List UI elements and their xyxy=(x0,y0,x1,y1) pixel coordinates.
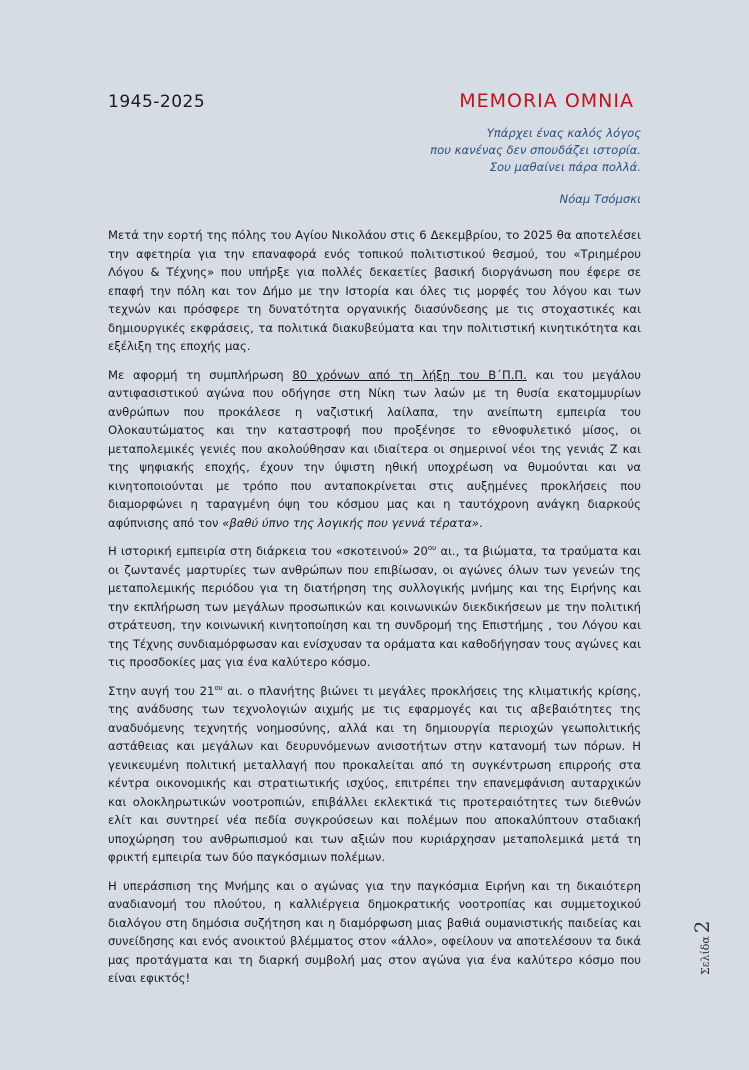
page-number xyxy=(690,920,714,975)
epigraph-line: Σου μαθαίνει πάρα πολλά. xyxy=(489,160,641,174)
paragraph-2-end: . xyxy=(478,515,483,530)
paragraph-4 xyxy=(108,682,641,867)
ordinal-suffix: ου xyxy=(427,544,437,553)
article-body xyxy=(108,226,641,998)
paragraph-1: Μετά την εορτή της πόλης του Αγίου Νικολάου στις 6 Δεκεμβρίου, το 2025 θα αποτελέσει την αφετηρία για την επαναφορά ενός τοπικού πολιτιστικού θεσμού, του «Τριημέρου Λόγου & Τέχνης» που υπήρξε για πολλές δεκαετίες βασική διοργάνωση που έφερε σε επαφή την πόλη και τον Δήμο με την Ιστορία και όλες τις μορφές του λόγου και των τεχνών και πρόσφερε τη δυνατότητα οργανικής διασύνδεσης με τις στοχαστικές και δημιουργικές εκφράσεις, τα πολιτικά διακυβεύματα και την πολιτιστική κινητικότητα και εξέλιξη της εποχής μας. xyxy=(108,228,641,353)
epigraph-author: Νόαμ Τσόμσκι xyxy=(559,192,641,206)
italic-quote: «βαθύ ύπνο της λογικής που γεννά τέρατα» xyxy=(222,515,479,530)
brand-title: MEMORIA OMNIA xyxy=(459,90,634,112)
paragraph-3 xyxy=(108,542,641,672)
paragraph-4-rest: αι. ο πλανήτης βιώνει τι μεγάλες προκλήσεις της κλιματικής κρίσης, της ανάδυσης των τεχνολογιών αιχμής με τις εφαρμογές και τις αβεβαιότητες της αναδυόμενης τεχνητής νοημοσύνης, αλλά και τη δημιουργία περιοχών γεωπολιτικής αστάθειας και μεγάλων και δευρυνόμενων ανισοτήτων στην κατανομή των πόρων. Η γενικευμένη πολιτική μεταλλαγή που προκαλείται από τη συγκέντρωση επιρροής στα κέντρα οικονομικής και στρατιωτικής ισχύος, επιτρέπει την επανεμφάνιση αυταρχικών και ολοκληρωτικών νοοτροπιών, επιβάλλει εκλεκτικά τις προτεραιότητες των διεθνών ελίτ και συντηρεί νέα πεδία συγκρούσεων και πολέμων που αποκαλύπτουν σταδιακή υποχώρηση του ανθρωπισμού και των αξιών που κυριάρχησαν μεταπολεμικά μετά τη φρικτή εμπειρία των δύο παγκόσμιων πολέμων. xyxy=(108,683,642,864)
epigraph-quote xyxy=(430,125,641,176)
page-number-value: 2 xyxy=(690,920,714,934)
paragraph-4-intro: Στην αυγή του 21 xyxy=(108,683,215,698)
epigraph-line: που κανένας δεν σπουδάζει ιστορία. xyxy=(430,143,641,157)
paragraph-2-intro: Με αφορμή τη συμπλήρωση xyxy=(108,367,293,382)
paragraph-3-rest: αι., τα βιώματα, τα τραύματα και οι ζωντανές μαρτυρίες των ανθρώπων που επιβίωσαν, οι αγώνες όλων των γενεών της μεταπολεμικής περιόδου για τη διατήρηση της συλλογικής μνήμης και της Ειρήνης και την εκπλήρωση των μεγάλων προσωπικών και κοινωνικών διεκδικήσεων με την πολιτική στράτευση, την κοινωνική κινητοποίηση και τη συνδρομή της Επιστήμης , του Λόγου και της Τέχνης συνδιαμόρφωσαν και ενίσχυσαν τα οράματα και καθοδήγησαν τους αγώνες και τις προσδοκίες μας για ένα καλύτερο κόσμο. xyxy=(108,544,641,669)
ordinal-suffix: ου xyxy=(214,683,223,692)
underlined-phrase: 80 χρόνων από τη λήξη του Β΄Π.Π. xyxy=(292,367,527,382)
paragraph-2 xyxy=(108,366,641,533)
page-label: Σελίδα xyxy=(699,936,712,975)
epigraph-line: Υπάρχει ένας καλός λόγος xyxy=(486,126,641,140)
paragraph-3-intro: Η ιστορική εμπειρία στη διάρκεια του «σκοτεινού» 20 xyxy=(108,544,428,558)
paragraph-2-middle: και του μεγάλου αντιφασιστικού αγώνα που οδήγησε στη Νίκη των λαών με τη θυσία εκατομμυρίων ανθρώπων που προκάλεσε η ναζιστική λαίλαπα, την ανείπωτη εμπειρία του Ολοκαυτώματος και την καταστροφή που προξένησε το εθνοφυλετικό μίσος, οι μεταπολεμικές γενιές που ακολούθησαν και ιδιαίτερα οι σημερινοί νέοι της γενιάς Ζ και της ψηφιακής εποχής, έχουν την ύψιστη ηθική υποχρέωση να θυμούνται και να κινητοποιούνται με τρόπο που ανταποκρίνεται στις αυξημένες προκλήσεις που διαμορφώνει η ταραγμένη όψη του κόσμου μας και η ταυτόχρονη ανάγκη διαρκούς αφύπνισης από τον xyxy=(108,367,641,530)
year-range: 1945-2025 xyxy=(108,92,206,112)
paragraph-5: Η υπεράσπιση της Μνήμης και ο αγώνας για την παγκόσμια Ειρήνη και τη δικαιότερη αναδιανομή του πλούτου, η καλλιέργεια δημοκρατικής νοοτροπίας και συμμετοχικού διαλόγου στη δημόσια συζήτηση και η διαμόρφωση μιας βαθιά ουμανιστικής παιδείας και συνείδησης και ενός ανοικτού βλέμματος στον «άλλο», οφείλουν να αποτελέσουν τα δικά μας προτάγματα και τη διαρκή συμβολή μας στον αγώνα για ένα καλύτερο κόσμο που είναι εφικτός! xyxy=(108,878,641,985)
